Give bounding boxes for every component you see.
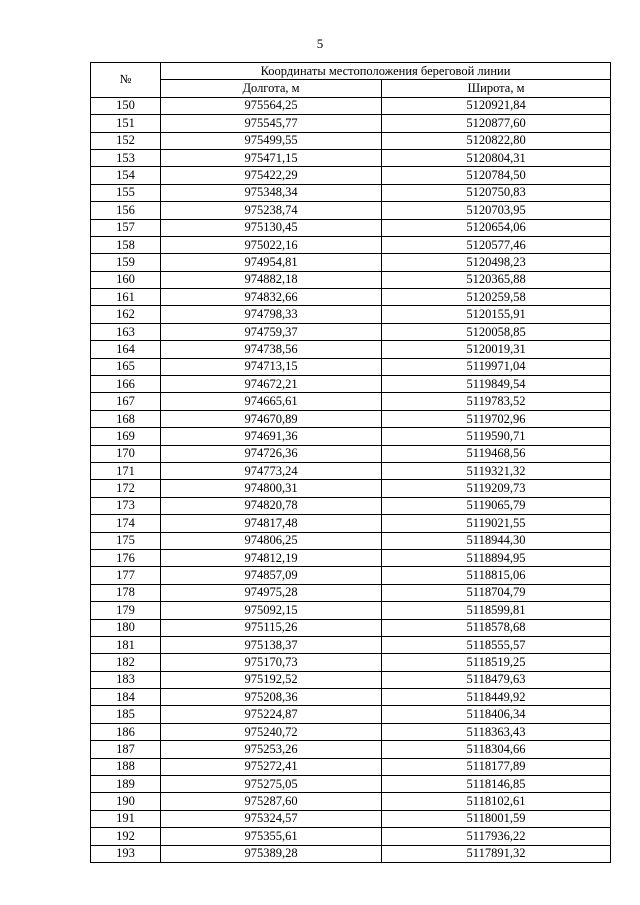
table-row xyxy=(91,393,611,410)
row-number-cell: 174 xyxy=(91,515,161,532)
column-header-longitude: Долгота, м xyxy=(161,80,382,97)
row-number-cell: 178 xyxy=(91,584,161,601)
latitude-cell: 5118363,43 xyxy=(382,723,611,740)
table-row xyxy=(91,845,611,862)
table-row xyxy=(91,149,611,166)
row-number-cell: 173 xyxy=(91,497,161,514)
row-number-cell: 154 xyxy=(91,167,161,184)
latitude-cell: 5120703,95 xyxy=(382,202,611,219)
table-row xyxy=(91,184,611,201)
table-row xyxy=(91,584,611,601)
longitude-cell: 975115,26 xyxy=(161,619,382,636)
longitude-cell: 975471,15 xyxy=(161,149,382,166)
latitude-cell: 5119849,54 xyxy=(382,376,611,393)
row-number-cell: 185 xyxy=(91,706,161,723)
row-number-cell: 172 xyxy=(91,480,161,497)
table-row xyxy=(91,776,611,793)
table-row xyxy=(91,810,611,827)
longitude-cell: 974832,66 xyxy=(161,289,382,306)
latitude-cell: 5118599,81 xyxy=(382,602,611,619)
longitude-cell: 974726,36 xyxy=(161,445,382,462)
row-number-cell: 161 xyxy=(91,289,161,306)
latitude-cell: 5118479,63 xyxy=(382,671,611,688)
row-number-cell: 191 xyxy=(91,810,161,827)
latitude-cell: 5118555,57 xyxy=(382,636,611,653)
latitude-cell: 5120365,88 xyxy=(382,271,611,288)
page-number: 5 xyxy=(316,36,324,51)
latitude-cell: 5120822,80 xyxy=(382,132,611,149)
row-number-cell: 164 xyxy=(91,341,161,358)
row-number-cell: 167 xyxy=(91,393,161,410)
row-number-cell: 179 xyxy=(91,602,161,619)
longitude-cell: 974857,09 xyxy=(161,567,382,584)
longitude-cell: 975224,87 xyxy=(161,706,382,723)
table-row xyxy=(91,532,611,549)
longitude-cell: 974798,33 xyxy=(161,306,382,323)
row-number-cell: 187 xyxy=(91,741,161,758)
latitude-cell: 5117891,32 xyxy=(382,845,611,862)
table-row xyxy=(91,758,611,775)
latitude-cell: 5118578,68 xyxy=(382,619,611,636)
longitude-cell: 974670,89 xyxy=(161,410,382,427)
longitude-cell: 974738,56 xyxy=(161,341,382,358)
table-row xyxy=(91,706,611,723)
longitude-cell: 975287,60 xyxy=(161,793,382,810)
table-row xyxy=(91,549,611,566)
latitude-cell: 5119021,55 xyxy=(382,515,611,532)
row-number-cell: 160 xyxy=(91,271,161,288)
row-number-cell: 163 xyxy=(91,323,161,340)
longitude-cell: 974812,19 xyxy=(161,549,382,566)
row-number-cell: 162 xyxy=(91,306,161,323)
column-group-header: Координаты местоположения береговой линии xyxy=(161,63,611,80)
row-number-cell: 176 xyxy=(91,549,161,566)
latitude-cell: 5120577,46 xyxy=(382,236,611,253)
longitude-cell: 975275,05 xyxy=(161,776,382,793)
longitude-cell: 975324,57 xyxy=(161,810,382,827)
row-number-cell: 181 xyxy=(91,636,161,653)
table-row xyxy=(91,358,611,375)
longitude-cell: 974817,48 xyxy=(161,515,382,532)
longitude-cell: 974975,28 xyxy=(161,584,382,601)
latitude-cell: 5118177,89 xyxy=(382,758,611,775)
table-row xyxy=(91,723,611,740)
table-row xyxy=(91,445,611,462)
row-number-cell: 159 xyxy=(91,254,161,271)
table-row xyxy=(91,323,611,340)
table-row xyxy=(91,619,611,636)
table-row xyxy=(91,341,611,358)
column-header-latitude: Широта, м xyxy=(382,80,611,97)
table-row xyxy=(91,167,611,184)
longitude-cell: 975192,52 xyxy=(161,671,382,688)
longitude-cell: 974800,31 xyxy=(161,480,382,497)
table-row xyxy=(91,741,611,758)
latitude-cell: 5117936,22 xyxy=(382,828,611,845)
latitude-cell: 5118815,06 xyxy=(382,567,611,584)
row-number-cell: 190 xyxy=(91,793,161,810)
latitude-cell: 5118449,92 xyxy=(382,689,611,706)
longitude-cell: 975022,16 xyxy=(161,236,382,253)
latitude-cell: 5119321,32 xyxy=(382,462,611,479)
latitude-cell: 5120784,50 xyxy=(382,167,611,184)
table-row xyxy=(91,689,611,706)
row-number-cell: 177 xyxy=(91,567,161,584)
coordinates-table xyxy=(90,62,611,863)
table-row xyxy=(91,793,611,810)
latitude-cell: 5119971,04 xyxy=(382,358,611,375)
table-row xyxy=(91,480,611,497)
longitude-cell: 974691,36 xyxy=(161,428,382,445)
latitude-cell: 5120058,85 xyxy=(382,323,611,340)
row-number-cell: 175 xyxy=(91,532,161,549)
row-number-cell: 157 xyxy=(91,219,161,236)
row-number-cell: 169 xyxy=(91,428,161,445)
latitude-cell: 5119468,56 xyxy=(382,445,611,462)
latitude-cell: 5118102,61 xyxy=(382,793,611,810)
table-row xyxy=(91,115,611,132)
table-row xyxy=(91,202,611,219)
latitude-cell: 5119702,96 xyxy=(382,410,611,427)
longitude-cell: 975170,73 xyxy=(161,654,382,671)
row-number-cell: 170 xyxy=(91,445,161,462)
longitude-cell: 975545,77 xyxy=(161,115,382,132)
longitude-cell: 975238,74 xyxy=(161,202,382,219)
latitude-cell: 5120750,83 xyxy=(382,184,611,201)
table-row xyxy=(91,306,611,323)
latitude-cell: 5120654,06 xyxy=(382,219,611,236)
row-number-cell: 150 xyxy=(91,97,161,114)
row-number-cell: 171 xyxy=(91,462,161,479)
table-row xyxy=(91,654,611,671)
row-number-cell: 168 xyxy=(91,410,161,427)
longitude-cell: 974954,81 xyxy=(161,254,382,271)
longitude-cell: 974759,37 xyxy=(161,323,382,340)
latitude-cell: 5119783,52 xyxy=(382,393,611,410)
table-row xyxy=(91,271,611,288)
table-header-row xyxy=(91,63,611,80)
row-number-cell: 158 xyxy=(91,236,161,253)
row-number-cell: 153 xyxy=(91,149,161,166)
row-number-cell: 180 xyxy=(91,619,161,636)
longitude-cell: 974882,18 xyxy=(161,271,382,288)
longitude-cell: 974672,21 xyxy=(161,376,382,393)
longitude-cell: 975138,37 xyxy=(161,636,382,653)
latitude-cell: 5119590,71 xyxy=(382,428,611,445)
row-number-cell: 165 xyxy=(91,358,161,375)
latitude-cell: 5118894,95 xyxy=(382,549,611,566)
longitude-cell: 974665,61 xyxy=(161,393,382,410)
table-row xyxy=(91,428,611,445)
row-number-cell: 189 xyxy=(91,776,161,793)
latitude-cell: 5118406,34 xyxy=(382,706,611,723)
longitude-cell: 975564,25 xyxy=(161,97,382,114)
table-row xyxy=(91,567,611,584)
table-row xyxy=(91,828,611,845)
table-row xyxy=(91,602,611,619)
table-row xyxy=(91,289,611,306)
row-number-cell: 155 xyxy=(91,184,161,201)
table-body xyxy=(91,97,611,862)
row-number-cell: 182 xyxy=(91,654,161,671)
table-row xyxy=(91,376,611,393)
latitude-cell: 5119065,79 xyxy=(382,497,611,514)
table-row xyxy=(91,236,611,253)
longitude-cell: 975355,61 xyxy=(161,828,382,845)
row-number-cell: 166 xyxy=(91,376,161,393)
longitude-cell: 975092,15 xyxy=(161,602,382,619)
row-number-cell: 151 xyxy=(91,115,161,132)
table-row xyxy=(91,497,611,514)
longitude-cell: 975240,72 xyxy=(161,723,382,740)
table-row xyxy=(91,219,611,236)
longitude-cell: 974713,15 xyxy=(161,358,382,375)
table-subheader-row xyxy=(91,80,611,97)
table-row xyxy=(91,515,611,532)
latitude-cell: 5118146,85 xyxy=(382,776,611,793)
table-row xyxy=(91,462,611,479)
longitude-cell: 974773,24 xyxy=(161,462,382,479)
latitude-cell: 5118944,30 xyxy=(382,532,611,549)
row-number-cell: 184 xyxy=(91,689,161,706)
latitude-cell: 5118704,79 xyxy=(382,584,611,601)
longitude-cell: 975499,55 xyxy=(161,132,382,149)
row-number-cell: 188 xyxy=(91,758,161,775)
longitude-cell: 975208,36 xyxy=(161,689,382,706)
longitude-cell: 975422,29 xyxy=(161,167,382,184)
latitude-cell: 5120155,91 xyxy=(382,306,611,323)
longitude-cell: 975272,41 xyxy=(161,758,382,775)
latitude-cell: 5120259,58 xyxy=(382,289,611,306)
table-row xyxy=(91,97,611,114)
table-row xyxy=(91,636,611,653)
longitude-cell: 975348,34 xyxy=(161,184,382,201)
latitude-cell: 5120498,23 xyxy=(382,254,611,271)
latitude-cell: 5120877,60 xyxy=(382,115,611,132)
latitude-cell: 5119209,73 xyxy=(382,480,611,497)
latitude-cell: 5118001,59 xyxy=(382,810,611,827)
row-number-cell: 183 xyxy=(91,671,161,688)
row-number-cell: 186 xyxy=(91,723,161,740)
row-number-cell: 193 xyxy=(91,845,161,862)
longitude-cell: 974806,25 xyxy=(161,532,382,549)
latitude-cell: 5120019,31 xyxy=(382,341,611,358)
latitude-cell: 5118304,66 xyxy=(382,741,611,758)
longitude-cell: 975130,45 xyxy=(161,219,382,236)
longitude-cell: 975253,26 xyxy=(161,741,382,758)
table-row xyxy=(91,671,611,688)
latitude-cell: 5120921,84 xyxy=(382,97,611,114)
table-row xyxy=(91,254,611,271)
column-header-number: № xyxy=(91,63,161,98)
row-number-cell: 192 xyxy=(91,828,161,845)
latitude-cell: 5118519,25 xyxy=(382,654,611,671)
table-row xyxy=(91,132,611,149)
row-number-cell: 152 xyxy=(91,132,161,149)
table-row xyxy=(91,410,611,427)
latitude-cell: 5120804,31 xyxy=(382,149,611,166)
longitude-cell: 975389,28 xyxy=(161,845,382,862)
row-number-cell: 156 xyxy=(91,202,161,219)
longitude-cell: 974820,78 xyxy=(161,497,382,514)
